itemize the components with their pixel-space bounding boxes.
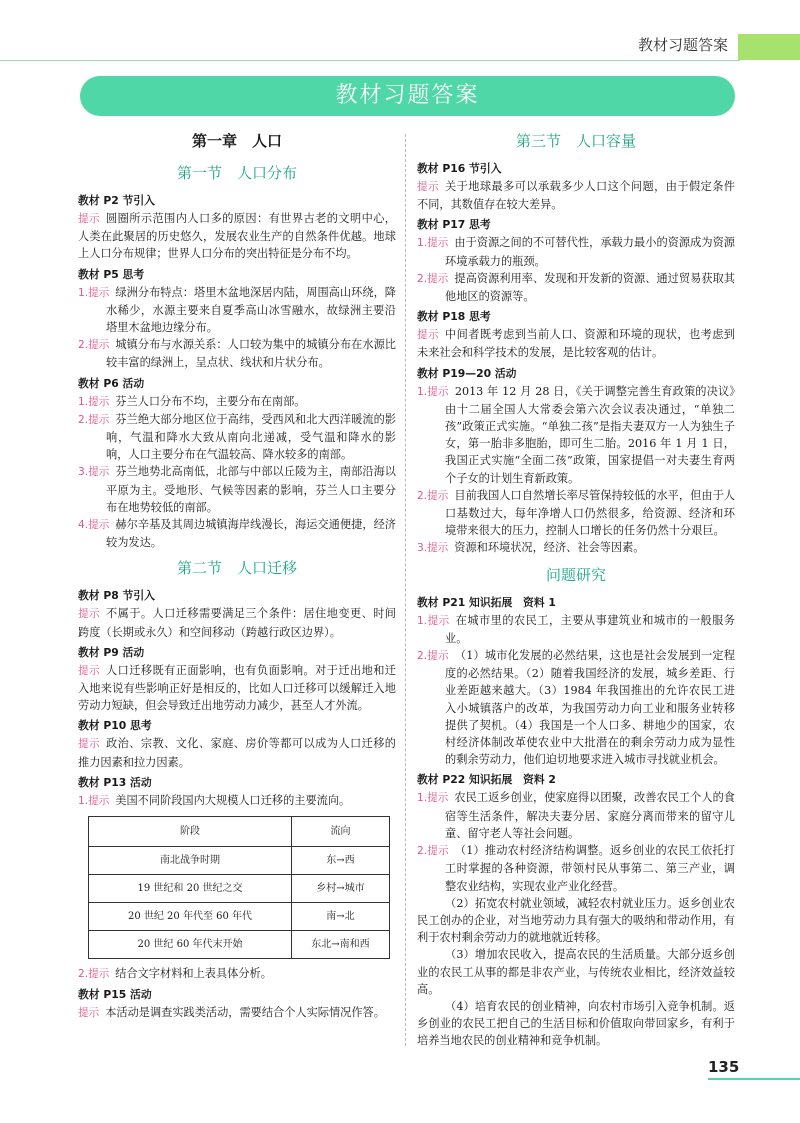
answer-text: 城镇分布与水源关系：人口较为集中的城镇分布在水源比较丰富的绿洲上，呈点状、线状和片状分布。 [106,338,396,370]
answer-text: 农民工返乡创业，使家庭得以团聚，改善农民工个人的食宿等生活条件，解决夫妻分居、家庭分离而带来的留守儿童、留守老人等社会问题。 [445,791,735,840]
migration-table [88,816,390,959]
question-ref: 教材 P19—20 活动 [417,366,517,380]
running-header [0,0,800,60]
answer-text: （1）城市化发展的必然结果，这也是社会发展到一定程度的必然结果。（2）随着我国经济的发展，城乡差距、行业差距越来越大。（3）1984 年我国推出的允许农民工进入小城镇落户的改革，为我国劳动力向工业和服务业转移提供了契机。（4）我国是一个人口多、耕地少的国家，农村经济体制改革使农业中大批潜在的剩余劳动力成为显性的剩余劳动力，他们迫切地要求进入城市寻找就业机会。 [445,649,735,767]
answer-text: 政治、宗教、文化、家庭、房价等都可以成为人口迁移的推力因素和拉力因素。 [78,737,396,769]
answer-text: 由于资源之间的不可替代性，承载力最小的资源成为资源环境承载力的瓶颈。 [445,236,735,268]
answer [78,605,396,640]
hint-label: 3.提示 [417,542,449,555]
answer-text: 绿洲分布特点：塔里木盆地深居内陆，周围高山环绕，降水稀少，水源主要来自夏季高山冰雪融水，故绿洲主要沿塔里木盆地边缘分布。 [106,285,396,335]
question-ref: 教材 P16 节引入 [417,162,502,175]
answer [417,539,735,557]
answer-text: 资源和环境状况，经济、社会等因素。 [454,541,645,555]
section-title: 第三节 人口容量 [515,132,636,150]
question-ref: 教材 P8 节引入 [78,589,155,603]
table-cell-stage: 20 世纪 20 年代至 60 年代 [89,903,292,931]
answer-text: 提高资源利用率、发现和开发新的资源、通过贸易获取其他地区的资源等。 [445,271,735,304]
hint-label: 2.提示 [417,272,449,285]
hint-label: 提示 [78,738,101,751]
section-title: 第一节 人口分布 [176,164,297,182]
running-title: 教材习题答案 [637,36,728,54]
answer-text: 不属于。人口迁移需要满足三个条件：居住地变更、时间跨度（长期或永久）和空间移动（跨越行政区边界）。 [78,607,396,639]
table-row [89,875,390,903]
hint-label: 提示 [78,213,101,225]
question-ref: 教材 P22 知识拓展 资料 2 [417,773,556,787]
table-cell-stage: 20 世纪 60 年代末开始 [89,931,292,959]
hint-label: 2.提示 [78,413,110,426]
banner-title: 教材习题答案 [335,83,480,108]
answer [78,965,396,983]
hint-label: 提示 [78,1007,100,1020]
answer [417,383,735,487]
hint-label: 提示 [78,664,101,677]
answer-text: 赫尔辛基及其周边城镇海岸线漫长，海运交通便捷，经济较为发达。 [106,518,396,550]
hint-label: 1.提示 [78,395,110,408]
question-ref: 教材 P9 活动 [78,645,145,659]
question-ref: 教材 P21 知识拓展 资料 1 [417,595,556,609]
left-column [78,128,396,1022]
answer-text: 芬兰地势北高南低，北部与中部以丘陵为主，南部沿海以平原为主。受地形、气候等因素的影响，芬兰人口主要分布在地势较低的南部。 [106,465,396,514]
table-header-flow: 流向 [292,817,390,847]
question-ref: 教材 P17 思考 [417,218,491,232]
answer-text: 芬兰绝大部分地区位于高纬，受西风和北大西洋暖流的影响，气温和降水大致从南向北递减，受气温和降水的影响，人口主要分布在气温较高、降水较多的南部。 [106,412,396,462]
hint-label: 提示 [417,181,440,193]
answer-text: 人口迁移既有正面影响，也有负面影响。对于迁出地和迁入地来说有些影响正好是相反的，比如人口迁移可以缓解迁入地劳动力短缺，但会导致迁出地劳动力减少，甚至人才外流。 [78,663,396,713]
answer-text: 美国不同阶段国内大规模人口迁移的主要流向。 [115,793,351,807]
hint-label: 2.提示 [417,845,449,858]
answer [417,842,735,895]
page-number: 135 [708,1058,740,1076]
hint-label: 2.提示 [417,650,449,663]
answer [417,789,735,842]
page-number-rule [708,1078,800,1080]
answer [78,411,396,464]
question-ref: 教材 P13 活动 [78,775,152,789]
answer-text: 关于地球最多可以承载多少人口这个问题，由于假定条件不同，其数值存在较大差异。 [417,180,735,212]
answer [78,210,396,263]
answer [417,612,735,647]
answer [417,647,735,768]
answer [78,1004,396,1022]
table-cell-stage: 南北战争时期 [89,847,292,875]
chapter-title: 第一章 人口 [191,132,282,150]
hint-label: 1.提示 [78,794,110,807]
answer [78,463,396,516]
right-column [417,128,735,1050]
answer [417,178,735,213]
table-cell-flow: 东北→南和西 [292,931,390,959]
answer [417,234,735,269]
hint-label: 1.提示 [417,614,450,627]
header-rule [0,60,740,61]
table-header-stage: 阶段 [89,817,292,847]
answer-paragraph: （4）培育农民的创业精神，向农村市场引入竞争机制。返乡创业的农民工把自己的生活目标和价值取向带回家乡，有利于培养当地农民的创业精神和竞争机制。 [417,999,735,1048]
hint-label: 2.提示 [78,968,110,981]
answer-text: 圆圈所示范围内人口多的原因：有世界古老的文明中心，人类在此聚居的历史悠久，发展农业生产的自然条件优越。地球上人口分布规律；世界人口分布的突出特征是分布不均。 [78,212,396,261]
table-cell-stage: 19 世纪和 20 世纪之交 [89,875,292,903]
question-ref: 教材 P2 节引入 [78,194,155,207]
hint-label: 4.提示 [78,519,110,532]
answer-text: 本活动是调查实践类活动，需要结合个人实际情况作答。 [105,1006,385,1020]
table-row [89,931,390,959]
hint-label: 1.提示 [417,385,449,398]
answer [78,393,396,411]
answer-text: 在城市里的农民工，主要从事建筑业和城市的一般服务业。 [445,613,735,645]
answer [78,662,396,715]
header-accent-block [738,34,800,60]
table-row [89,903,390,931]
answer [417,270,735,305]
question-ref: 教材 P15 活动 [78,988,152,1002]
question-ref: 教材 P5 思考 [78,267,145,281]
answer-text: 目前我国人口自然增长率尽管保持较低的水平，但由于人口基数过大，每年净增人口仍然很多，给资源、经济和环境带来很大的压力，控制人口增长的任务仍然十分艰巨。 [445,488,735,538]
table-row [89,847,390,875]
hint-label: 1.提示 [417,792,449,805]
answer-text: 2013 年 12 月 28 日，《关于调整完善生育政策的决议》由十二届全国人大常委会第六次会议表决通过，“单独二孩”政策正式实施。“单独二孩”是指夫妻双方一人为独生子女，第一胎非多胞胎，即可生二胎。2016 年 1 月 1 日，我国正式实施“全面二孩”政策，国家提倡一对夫妻生育两个子女的计划生育新政策。 [445,384,735,485]
hint-label: 1.提示 [78,286,110,299]
answer [78,735,396,770]
hint-label: 1.提示 [417,237,449,250]
answer [417,487,735,540]
table-cell-flow: 东→西 [292,847,390,875]
table-cell-flow: 南→北 [292,903,390,931]
answer-text: （1）推动农村经济结构调整。返乡创业的农民工依托打工时掌握的各种资源，带领村民从事第二、第三产业，调整农业结构，实现农业产业化经营。 [445,844,735,893]
answer [78,336,396,371]
answer [78,516,396,551]
answer-paragraph: （2）拓宽农村就业领域，减轻农村就业压力。返乡创业农民工创办的企业，对当地劳动力具有强大的吸纳和带动作用，有利于农村剩余劳动力的就地就近转移。 [417,896,735,945]
column-divider [405,134,406,1046]
answer [78,284,396,337]
table-header-row [89,817,390,847]
question-ref: 教材 P18 思考 [417,310,491,324]
answer [78,792,396,810]
answer-paragraph: （3）增加农民收入，提高农民的生活质量。大部分返乡创业的农民工从事的都是非农产业，与传统农业相比，经济效益较高。 [417,948,735,996]
table-cell-flow: 乡村→城市 [292,875,390,903]
answer-text: 结合文字材料和上表具体分析。 [115,967,272,981]
answer [417,326,735,361]
hint-label: 提示 [78,608,101,621]
question-ref: 教材 P10 思考 [78,719,152,733]
answer-text: 中间者既考虑到当前人口、资源和环境的现状，也考虑到未来社会和科学技术的发展，是比较客观的估计。 [417,328,735,360]
question-ref: 教材 P6 活动 [78,376,145,390]
section-title: 第二节 人口迁移 [176,559,297,578]
section-title: 问题研究 [545,565,606,584]
title-banner [80,76,735,116]
hint-label: 2.提示 [417,489,449,502]
hint-label: 提示 [417,329,440,342]
answer-text: 芬兰人口分布不均，主要分布在南部。 [115,394,306,408]
hint-label: 2.提示 [78,339,110,352]
hint-label: 3.提示 [78,466,110,479]
